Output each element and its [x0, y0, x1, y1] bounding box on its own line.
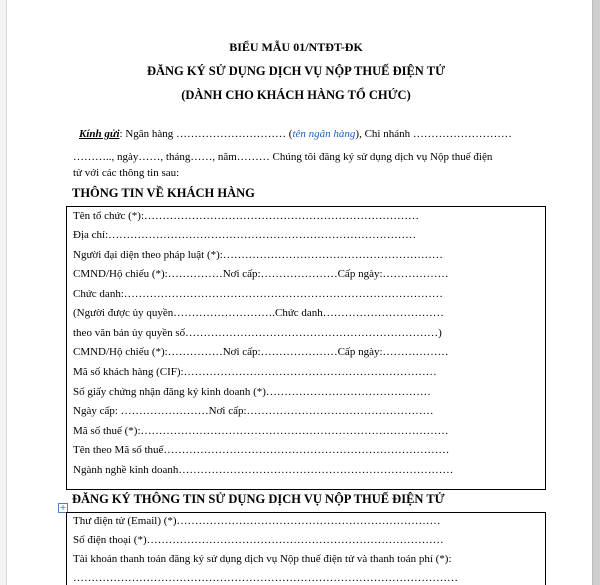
form-subtitle: (DÀNH CHO KHÁCH HÀNG TỔ CHỨC) — [181, 88, 411, 102]
addressee-line — [79, 128, 512, 140]
field-phone: Số điện thoại (*)……………………………………………………………………… — [73, 534, 444, 546]
field-org-name: Tên tổ chức (*):………………………………………………………………… — [73, 210, 420, 222]
field-business-cert: Số giấy chứng nhận đăng ký kinh doanh (*)……………………………………… — [73, 386, 431, 398]
service-registration-title: ĐĂNG KÝ THÔNG TIN SỬ DỤNG DỊCH VỤ NỘP THUẾ ĐIỆN TỬ — [72, 492, 445, 506]
intro-line-2: ……….., ngày……, tháng……, năm……… Chúng tôi đăng ký sử dụng dịch vụ Nộp thuế điện — [73, 151, 493, 163]
customer-info-title: THÔNG TIN VỀ KHÁCH HÀNG — [72, 186, 255, 200]
field-authorization-doc: theo văn bản ủy quyền số……………………………………………………………) — [73, 327, 442, 339]
field-cif: Mã số khách hàng (CIF):…………………………………………………………… — [73, 366, 437, 378]
bank-name-placeholder: tên ngân hàng — [292, 128, 356, 140]
field-authorized-person: (Người được ủy quyền……………………….Chức danh…………………………… — [73, 307, 444, 319]
field-payment-account: Tài khoản thanh toán đăng ký sử dụng dịch vụ Nộp thuế điện tử và thanh toán phí (*): — [73, 553, 452, 565]
field-payment-account-value: …………………………………………………………………………………………… — [73, 572, 458, 584]
form-main-title: ĐĂNG KÝ SỬ DỤNG DỊCH VỤ NỘP THUẾ ĐIỆN TỬ — [146, 64, 446, 78]
field-business-sector: Ngành nghề kinh doanh………………………………………………………………… — [73, 464, 454, 476]
addressee-branch-text: ), Chi nhánh ……………………… — [355, 128, 512, 140]
move-handle-icon[interactable]: + — [59, 503, 67, 512]
kinh-gui-label: Kính gửi — [79, 128, 120, 140]
addressee-bank-text: : Ngân hàng ………………………… ( — [119, 128, 293, 140]
field-legal-rep: Người đại diện theo pháp luật (*):…………………………………………………… — [73, 249, 443, 261]
field-tax-name: Tên theo Mã số thuế…………………………………………………………………… — [73, 444, 450, 456]
field-email: Thư điện tử (Email) (*)……………………………………………………………… — [73, 515, 441, 527]
vertical-scrollbar[interactable] — [593, 0, 600, 585]
intro-line-3: tử với các thông tin sau: — [73, 167, 180, 179]
field-id-card: CMND/Hộ chiếu (*):……………Nơi cấp:…………………Cấp ngày:……………… — [73, 268, 449, 280]
field-tax-code: Mã số thuế (*):………………………………………………………………………… — [73, 425, 449, 437]
form-code-title: BIỂU MẪU 01/NTĐT-ĐK — [229, 40, 363, 54]
field-id-card-2: CMND/Hộ chiếu (*):……………Nơi cấp:…………………Cấp ngày:……………… — [73, 346, 449, 358]
field-address: Địa chỉ:………………………………………………………………………… — [73, 229, 417, 241]
field-issue-date: Ngày cấp: ……………………Nơi cấp:…………………………………………… — [73, 405, 434, 417]
field-position: Chức danh:…………………………………………………………………………… — [73, 288, 443, 300]
